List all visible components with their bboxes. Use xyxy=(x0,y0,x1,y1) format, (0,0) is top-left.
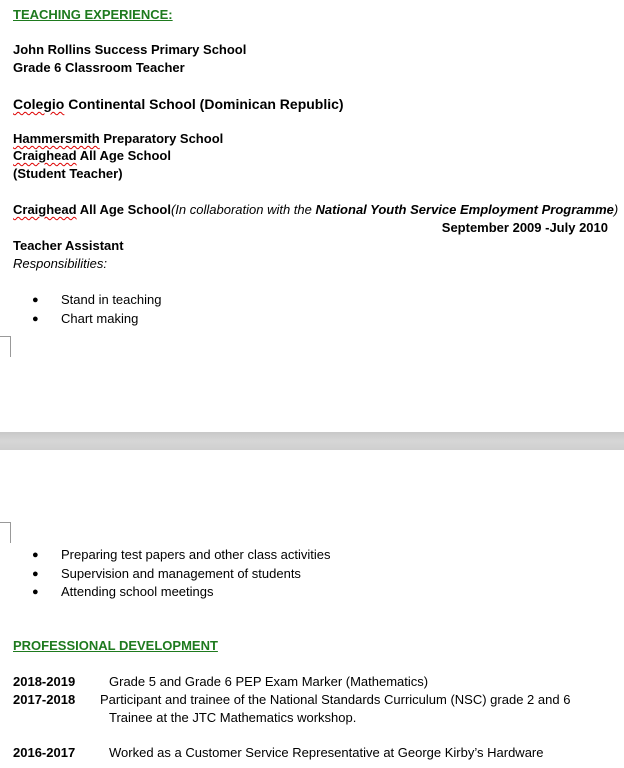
collab-suffix: ) xyxy=(613,202,619,217)
teaching-experience-heading: TEACHING EXPERIENCE: xyxy=(13,7,173,22)
margin-crop-mark xyxy=(0,336,11,357)
list-item: Supervision and management of students xyxy=(61,566,301,581)
list-item: Chart making xyxy=(61,311,139,326)
student-teacher-note: (Student Teacher) xyxy=(13,166,123,181)
bullet-icon: ● xyxy=(32,549,39,561)
bullet-icon: ● xyxy=(32,294,39,306)
professional-development-heading: PROFESSIONAL DEVELOPMENT xyxy=(13,638,218,653)
role-teacher-assistant: Teacher Assistant xyxy=(13,238,124,253)
collab-prefix: (In collaboration with the xyxy=(170,202,316,217)
bullet-icon: ● xyxy=(32,586,39,598)
dev-entry-text: Worked as a Customer Service Representative at George Kirby’s Hardware xyxy=(109,745,544,760)
school-colegio-continental xyxy=(13,96,344,112)
school-name-rest: Preparatory School xyxy=(99,131,224,146)
school-craighead-collab xyxy=(13,202,618,218)
list-item: Attending school meetings xyxy=(61,584,214,599)
list-item: Stand in teaching xyxy=(61,292,162,307)
school-name-rest: Continental School (Dominican Republic) xyxy=(64,96,344,112)
dev-year: 2016-2017 xyxy=(13,745,76,760)
collab-programme: National Youth Service Employment Programme xyxy=(315,202,614,217)
dev-entry-text: Grade 5 and Grade 6 PEP Exam Marker (Mathematics) xyxy=(109,674,429,689)
spellcheck-word: Hammersmith xyxy=(13,131,100,146)
dev-year: 2018-2019 xyxy=(13,674,76,689)
spellcheck-word: Colegio xyxy=(13,96,65,112)
employment-dates: September 2009 -July 2010 xyxy=(441,220,608,235)
bullet-icon: ● xyxy=(32,568,39,580)
dev-entry-text-continued: Trainee at the JTC Mathematics workshop. xyxy=(109,710,357,725)
list-item: Preparing test papers and other class activities xyxy=(61,547,331,562)
school-craighead xyxy=(13,148,171,164)
spellcheck-word: Craighead xyxy=(13,202,77,217)
school-hammersmith xyxy=(13,131,223,147)
document-page-2 xyxy=(0,450,624,768)
bullet-icon: ● xyxy=(32,313,39,325)
school-john-rollins: John Rollins Success Primary School xyxy=(13,42,247,57)
school-name-rest: All Age School xyxy=(76,202,171,217)
spellcheck-word: Craighead xyxy=(13,148,77,163)
dev-entry-text: Participant and trainee of the National Standards Curriculum (NSC) grade 2 and 6 xyxy=(100,692,571,707)
school-name-rest: All Age School xyxy=(76,148,171,163)
role-grade6-teacher: Grade 6 Classroom Teacher xyxy=(13,60,185,75)
dev-year: 2017-2018 xyxy=(13,692,76,707)
responsibilities-label: Responsibilities: xyxy=(13,256,107,271)
margin-crop-mark xyxy=(0,522,11,543)
page-break-gap xyxy=(0,432,624,450)
